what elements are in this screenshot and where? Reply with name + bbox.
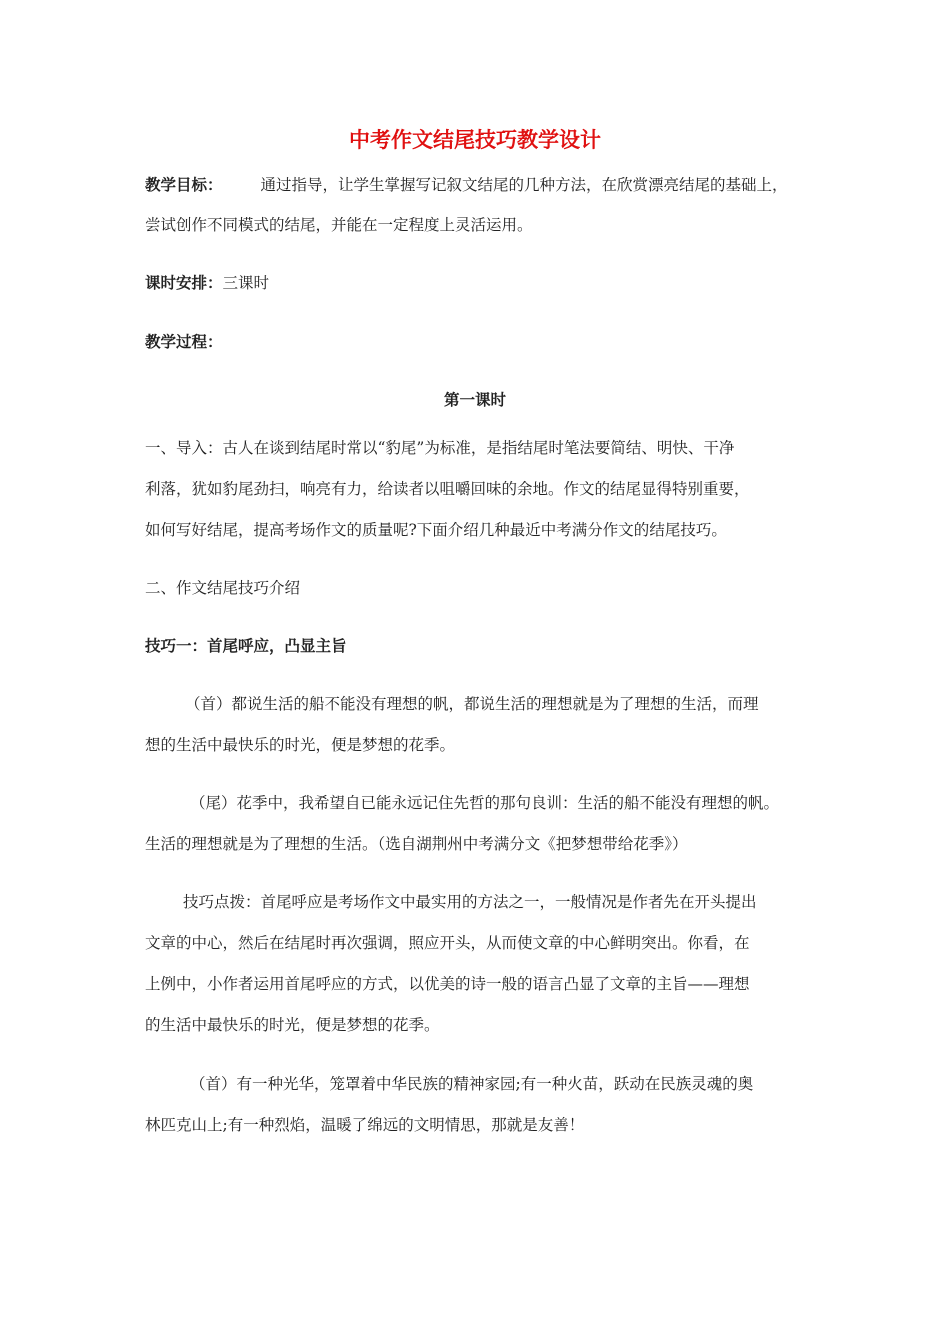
- lesson-1-heading: 第一课时: [443, 391, 506, 409]
- comment-line-1: 技巧点拨：首尾呼应是考场作文中最实用的方法之一，一般情况是作者先在开头提出: [183, 893, 757, 911]
- teaching-goal-line-1: [0, 174, 950, 196]
- document-title: 中考作文结尾技巧教学设计: [349, 128, 601, 152]
- comment-line-3: 上例中，小作者运用首尾呼应的方式，以优美的诗一般的语言凸显了文章的主旨——理想: [145, 975, 750, 993]
- schedule-label: 课时安排：: [145, 274, 223, 292]
- tip-1-heading: 技巧一：首尾呼应，凸显主旨: [145, 637, 347, 655]
- intro-line-1: 一、导入：古人在谈到结尾时常以“豹尾”为标准，是指结尾时笔法要简结、明快、干净: [145, 439, 735, 457]
- teaching-goal-text-1: 通过指导，让学生掌握写记叙文结尾的几种方法，在欣赏漂亮结尾的基础上，: [260, 176, 788, 194]
- intro-line-2: 利落，犹如豹尾劲扫，响亮有力，给读者以咀嚼回味的余地。作文的结尾显得特别重要，: [145, 480, 750, 498]
- teaching-goal-line-2: 尝试创作不同模式的结尾，并能在一定程度上灵活运用。: [145, 216, 533, 234]
- intro-line-3: 如何写好结尾，提高考场作文的质量呢?下面介绍几种最近中考满分作文的结尾技巧。: [145, 521, 727, 539]
- schedule-value: 三课时: [222, 274, 270, 292]
- example-2-head-line-2: 林匹克山上;有一种烈焰，温暖了绵远的文明情思，那就是友善！: [145, 1116, 585, 1134]
- example-1-tail-line-1: （尾）花季中，我希望自已能永远记住先哲的那句良训：生活的船不能没有理想的帆。: [190, 794, 780, 812]
- section-2-heading: 二、作文结尾技巧介绍: [145, 579, 301, 597]
- example-1-head-line-2: 想的生活中最快乐的时光，便是梦想的花季。: [145, 736, 456, 754]
- example-2-head-line-1: （首）有一种光华，笼罩着中华民族的精神家园;有一种火苗，跃动在民族灵魂的奥: [190, 1075, 754, 1093]
- teaching-goal-label: 教学目标：: [145, 176, 223, 194]
- comment-line-4: 的生活中最快乐的时光，便是梦想的花季。: [145, 1016, 440, 1034]
- example-1-head-line-1: （首）都说生活的船不能没有理想的帆，都说生活的理想就是为了理想的生活，而理: [185, 695, 759, 713]
- example-1-tail-line-2: 生活的理想就是为了理想的生活。（选自湖荆州中考满分文《把梦想带给花季》）: [145, 835, 688, 853]
- schedule-line: [0, 272, 950, 294]
- comment-line-2: 文章的中心，然后在结尾时再次强调，照应开头，从而使文章的中心鲜明突出。你看，在: [145, 934, 750, 952]
- process-label: 教学过程：: [145, 333, 223, 351]
